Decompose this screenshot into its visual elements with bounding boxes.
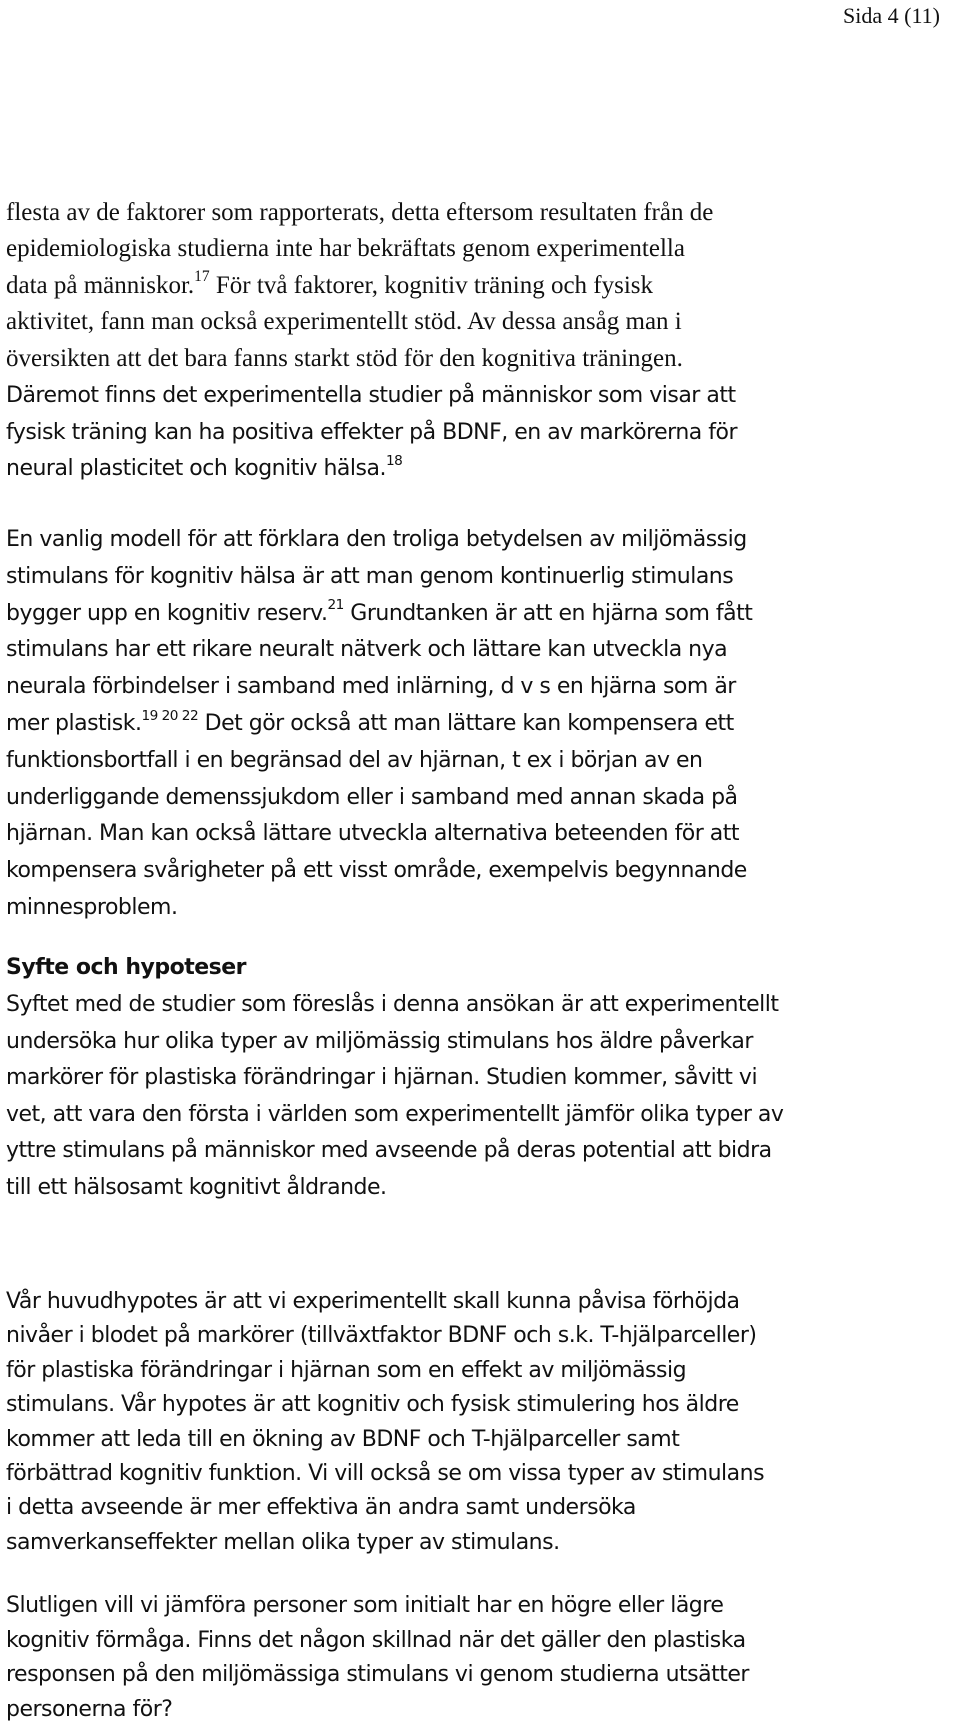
text-line — [6, 816, 946, 853]
line-text: översikten att det bara fanns starkt stöd för den kognitiva träningen. — [6, 344, 683, 372]
line-text: mer plastisk. — [6, 710, 142, 736]
paragraph-3 — [6, 987, 946, 1206]
text-line — [6, 1693, 946, 1728]
text-line — [6, 451, 946, 488]
text-line — [6, 596, 946, 633]
line-text: En vanlig modell för att förklara den troliga betydelsen av miljömässig — [6, 527, 747, 552]
text-line — [6, 195, 946, 231]
line-text: till ett hälsosamt kognitivt åldrande. — [6, 1174, 387, 1200]
footnote-reference: 21 — [327, 597, 344, 614]
line-text: samverkanseffekter mellan olika typer av stimulans. — [6, 1529, 560, 1555]
line-text: responsen på den miljömässiga stimulans vi genom studierna utsätter — [6, 1662, 749, 1688]
text-line — [6, 1024, 946, 1061]
text-line — [6, 1589, 946, 1624]
line-text: Däremot finns det experimentella studier på människor som visar att — [6, 383, 736, 408]
footnote-reference: 17 — [194, 268, 210, 286]
line-text: nivåer i blodet på markörer (tillväxtfaktor BDNF och s.k. T-hjälparceller) — [6, 1323, 757, 1349]
line-text: data på människor. — [6, 271, 195, 299]
line-text: fysisk träning kan ha positiva effekter på BDNF, en av markörerna för — [6, 419, 738, 445]
text-line — [6, 1133, 946, 1170]
line-text: Syftet med de studier som föreslås i denna ansökan är att experimentellt — [6, 992, 779, 1017]
text-line — [6, 1658, 946, 1693]
section-heading-text: Syfte och hypoteser — [6, 955, 246, 980]
line-text: stimulans har ett rikare neuralt nätverk och lättare kan utveckla nya — [6, 637, 728, 663]
text-line — [6, 1423, 946, 1457]
text-line — [6, 1170, 946, 1207]
text-line — [6, 415, 946, 452]
text-line — [6, 268, 946, 304]
text-line — [6, 853, 946, 890]
footnote-reference: 19 20 22 — [141, 707, 199, 724]
text-line — [6, 1354, 946, 1388]
line-text: yttre stimulans på människor med avseende på deras potential att bidra — [6, 1138, 772, 1163]
line-text: i detta avseende är mer effektiva än andra samt undersöka — [6, 1495, 636, 1521]
line-text: markörer för plastiska förändringar i hjärnan. Studien kommer, såvitt vi — [6, 1065, 758, 1090]
line-text: förbättrad kognitiv funktion. Vi vill också se om vissa typer av stimulans — [6, 1461, 765, 1487]
line-text: funktionsbortfall i en begränsad del av hjärnan, t ex i början av en — [6, 747, 703, 773]
text-line — [6, 743, 946, 780]
page-number: Sida 4 (11) — [843, 3, 940, 28]
text-line — [6, 987, 946, 1024]
line-text: underliggande demenssjukdom eller i samband med annan skada på — [6, 784, 738, 810]
footnote-reference: 18 — [385, 452, 403, 469]
line-text: för plastiska förändringar i hjärnan som en effekt av miljömässig — [6, 1357, 687, 1383]
line-text: undersöka hur olika typer av miljömässig stimulans hos äldre påverkar — [6, 1028, 753, 1054]
section-heading — [6, 950, 946, 986]
text-line — [6, 1526, 946, 1560]
line-text: bygger upp en kognitiv reserv. — [6, 600, 328, 626]
line-text: Vår huvudhypotes är att vi experimentellt skall kunna påvisa förhöjda — [6, 1289, 740, 1314]
text-line — [6, 780, 946, 817]
line-text-continued: Grundtanken är att en hjärna som fått — [343, 600, 753, 626]
line-text: neural plasticitet och kognitiv hälsa. — [6, 456, 386, 481]
line-text: aktivitet, fann man också experimentellt stöd. Av dessa ansåg man i — [6, 308, 682, 336]
text-line — [6, 1097, 946, 1134]
text-line — [6, 706, 946, 743]
paragraph-4 — [6, 1285, 946, 1560]
text-line — [6, 1060, 946, 1097]
line-text: kommer att leda till en ökning av BDNF och T-hjälparceller samt — [6, 1426, 680, 1452]
line-text-continued: Det gör också att man lättare kan kompensera ett — [198, 710, 734, 736]
paragraph-5 — [6, 1589, 946, 1727]
line-text: kompensera svårigheter på ett visst område, exempelvis begynnande — [6, 858, 747, 884]
paragraph-1-serif — [6, 195, 946, 377]
text-line — [6, 341, 946, 377]
text-line — [6, 1457, 946, 1491]
line-text: stimulans för kognitiv hälsa är att man genom kontinuerlig stimulans — [6, 563, 734, 589]
line-text: stimulans. Vår hypotes är att kognitiv och fysisk stimulering hos äldre — [6, 1392, 739, 1418]
line-text-continued: För två faktorer, kognitiv träning och fysisk — [209, 271, 654, 299]
line-text: flesta av de faktorer som rapporterats, detta eftersom resultaten från de — [6, 199, 714, 226]
text-line — [6, 522, 946, 559]
text-line — [6, 1388, 946, 1422]
text-line — [6, 1624, 946, 1659]
paragraph-2 — [6, 522, 946, 927]
line-text: kognitiv förmåga. Finns det någon skillnad när det gäller den plastiska — [6, 1627, 746, 1653]
line-text: personerna för? — [6, 1696, 173, 1722]
text-line — [6, 632, 946, 669]
line-text: minnesproblem. — [6, 894, 178, 920]
text-line — [6, 1491, 946, 1525]
text-line — [6, 231, 946, 267]
text-line — [6, 378, 946, 415]
text-line — [6, 890, 946, 927]
text-line — [6, 559, 946, 596]
line-text: epidemiologiska studierna inte har bekräftats genom experimentella — [6, 235, 685, 263]
line-text: neurala förbindelser i samband med inlärning, d v s en hjärna som är — [6, 674, 736, 700]
text-line — [6, 1285, 946, 1319]
line-text: Slutligen vill vi jämföra personer som initialt har en högre eller lägre — [6, 1593, 724, 1618]
line-text: hjärnan. Man kan också lättare utveckla alternativa beteenden för att — [6, 821, 740, 847]
line-text: vet, att vara den första i världen som experimentellt jämför olika typer av — [6, 1101, 784, 1127]
paragraph-1-sans — [6, 378, 946, 488]
text-line — [6, 1319, 946, 1353]
text-line — [6, 669, 946, 706]
text-line — [6, 304, 946, 340]
